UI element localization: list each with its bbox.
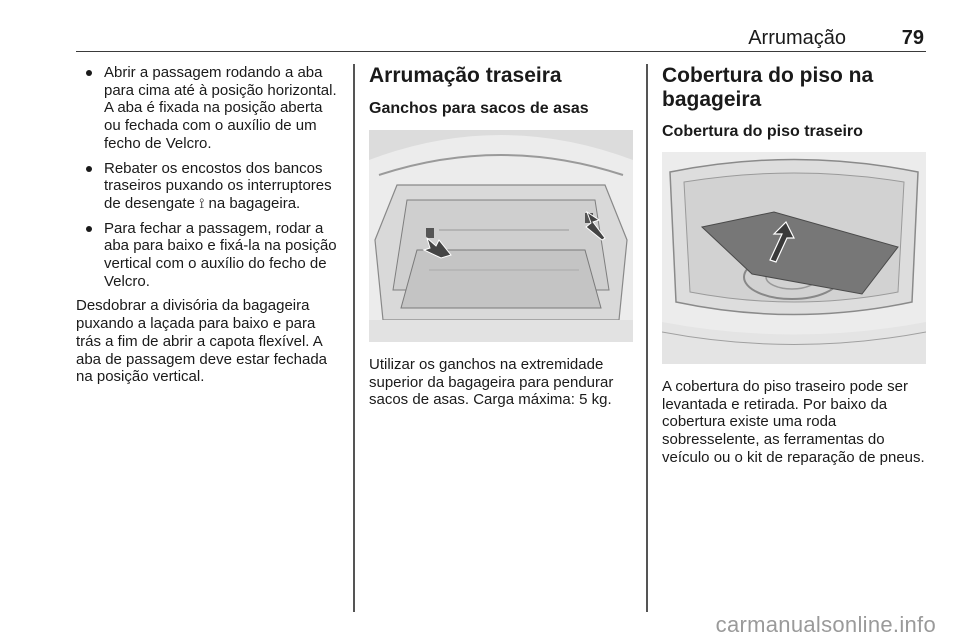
body-paragraph: Desdobrar a divisória da bagageira puxando a laçada para baixo e para trás a fim de abrir a capota flexível. A aba de passagem deve estar fechada na posição vertical. [76,297,328,386]
caption-floor-cover: A cobertura do piso traseiro pode ser levantada e retirada. Por baixo da cobertura existe uma roda sobresselente, as ferramentas do veículo ou o kit de reparação de pneus. [662,378,925,466]
instruction-text-a: Rebater os encostos dos bancos traseiros puxando os interruptores de desengate [104,159,332,212]
column-right [662,64,928,467]
column-left [76,64,342,386]
section-heading-floor-cover: Cobertura do piso na bagageira [662,64,874,111]
caption-bag-hooks: Utilizar os ganchos na extremidade superior da bagageira para pendurar sacos de asas. Carga máxima: 5 kg. [369,356,614,409]
instruction-item-fold-seats [76,160,342,213]
instruction-text-b: na bagageira. [204,194,301,212]
page-number: 79 [901,27,924,49]
subheading-rear-floor-cover: Cobertura do piso traseiro [662,123,863,140]
floor-cover-illustration [662,152,926,364]
instruction-item-close: Para fechar a passagem, rodar a aba para baixo e fixá-la na posição vertical com o auxílio do fecho de Velcro. [76,220,342,291]
column-divider-2 [646,64,648,612]
column-divider-1 [353,64,355,612]
column-middle [369,64,633,409]
subheading-bag-hooks: Ganchos para sacos de asas [369,100,589,117]
chapter-title: Arrumação [748,27,846,49]
instruction-list [76,64,342,290]
watermark: carmanualsonline.info [715,612,936,637]
page-header [76,25,926,52]
bag-hooks-illustration [369,130,633,342]
release-lever-icon: ⟟ [199,194,205,211]
instruction-item-open: Abrir a passagem rodando a aba para cima até à posição horizontal. A aba é fixada na posição aberta ou fechada com o auxílio de um fecho de Velcro. [76,64,342,153]
section-heading-rear-storage: Arrumação traseira [369,64,562,87]
